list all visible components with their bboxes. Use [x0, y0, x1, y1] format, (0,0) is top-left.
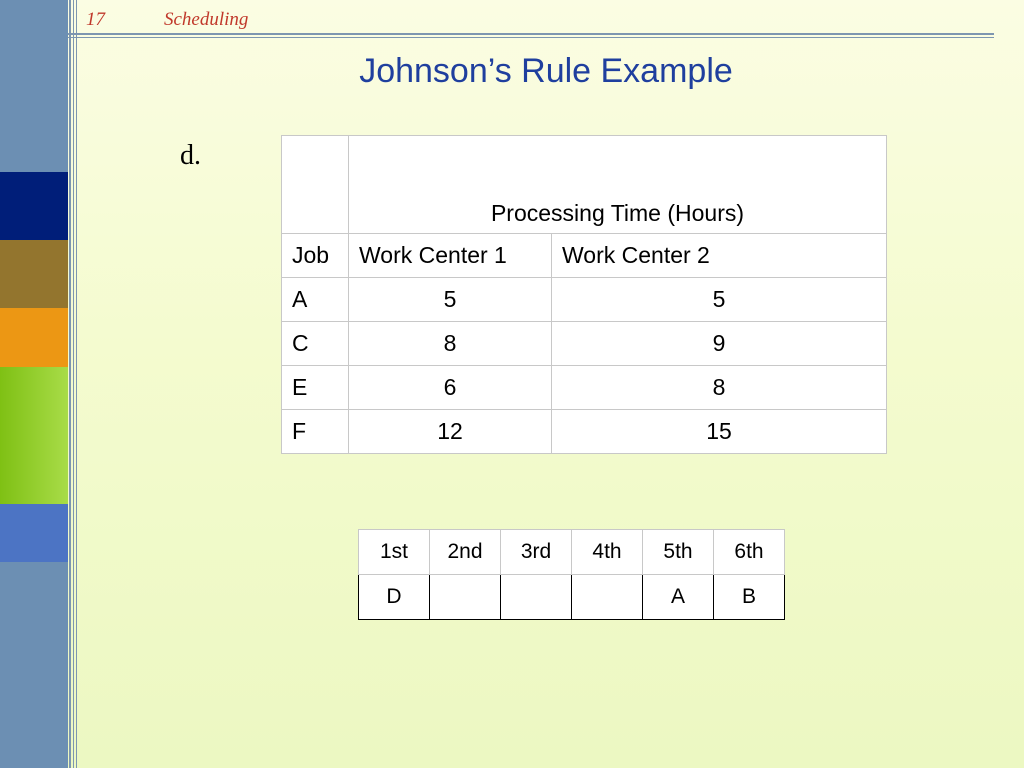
column-header-row [282, 234, 887, 278]
assignment-cell [572, 575, 643, 620]
sidebar-color-bar [0, 0, 68, 768]
assignment-cell [501, 575, 572, 620]
wc1-cell: 8 [349, 322, 552, 366]
table-header-row [282, 136, 887, 234]
column-header-wc2: Work Center 2 [552, 234, 887, 278]
sidebar-band [0, 172, 68, 240]
wc1-cell: 6 [349, 366, 552, 410]
column-header-wc1: Work Center 1 [349, 234, 552, 278]
sidebar-band [0, 240, 68, 308]
assignment-cell: A [643, 575, 714, 620]
table-header-cell [282, 136, 349, 234]
job-cell: A [282, 278, 349, 322]
column-header-job: Job [282, 234, 349, 278]
position-cell: 4th [572, 530, 643, 575]
wc2-cell: 9 [552, 322, 887, 366]
group-header-cell: Processing Time (Hours) [349, 136, 887, 234]
assignment-cell: D [359, 575, 430, 620]
position-cell: 5th [643, 530, 714, 575]
sequence-assignment-row [359, 575, 785, 620]
page-title: Johnson’s Rule Example [359, 52, 733, 90]
sidebar-band [0, 504, 68, 562]
header-rule [68, 33, 994, 35]
sidebar-band [0, 367, 68, 504]
job-cell: E [282, 366, 349, 410]
table-row [282, 366, 887, 410]
item-label: d. [180, 140, 201, 171]
sidebar-divider [73, 0, 74, 768]
wc2-cell: 15 [552, 410, 887, 454]
wc1-cell: 5 [349, 278, 552, 322]
job-cell: F [282, 410, 349, 454]
sidebar-band [0, 308, 68, 367]
sidebar-band [0, 562, 68, 768]
processing-time-table [281, 135, 887, 454]
position-cell: 6th [714, 530, 785, 575]
wc2-cell: 8 [552, 366, 887, 410]
section-title: Scheduling [164, 9, 249, 30]
sidebar-divider [69, 0, 71, 768]
position-cell: 1st [359, 530, 430, 575]
header-rule [68, 37, 994, 38]
wc2-cell: 5 [552, 278, 887, 322]
job-cell: C [282, 322, 349, 366]
page-number: 17 [86, 9, 105, 30]
sequence-position-row [359, 530, 785, 575]
wc1-cell: 12 [349, 410, 552, 454]
table-row [282, 278, 887, 322]
sidebar-band [0, 0, 68, 172]
table-row [282, 410, 887, 454]
assignment-cell [430, 575, 501, 620]
sidebar-divider [76, 0, 77, 768]
sequence-table [358, 529, 785, 620]
table-row [282, 322, 887, 366]
assignment-cell: B [714, 575, 785, 620]
position-cell: 2nd [430, 530, 501, 575]
position-cell: 3rd [501, 530, 572, 575]
